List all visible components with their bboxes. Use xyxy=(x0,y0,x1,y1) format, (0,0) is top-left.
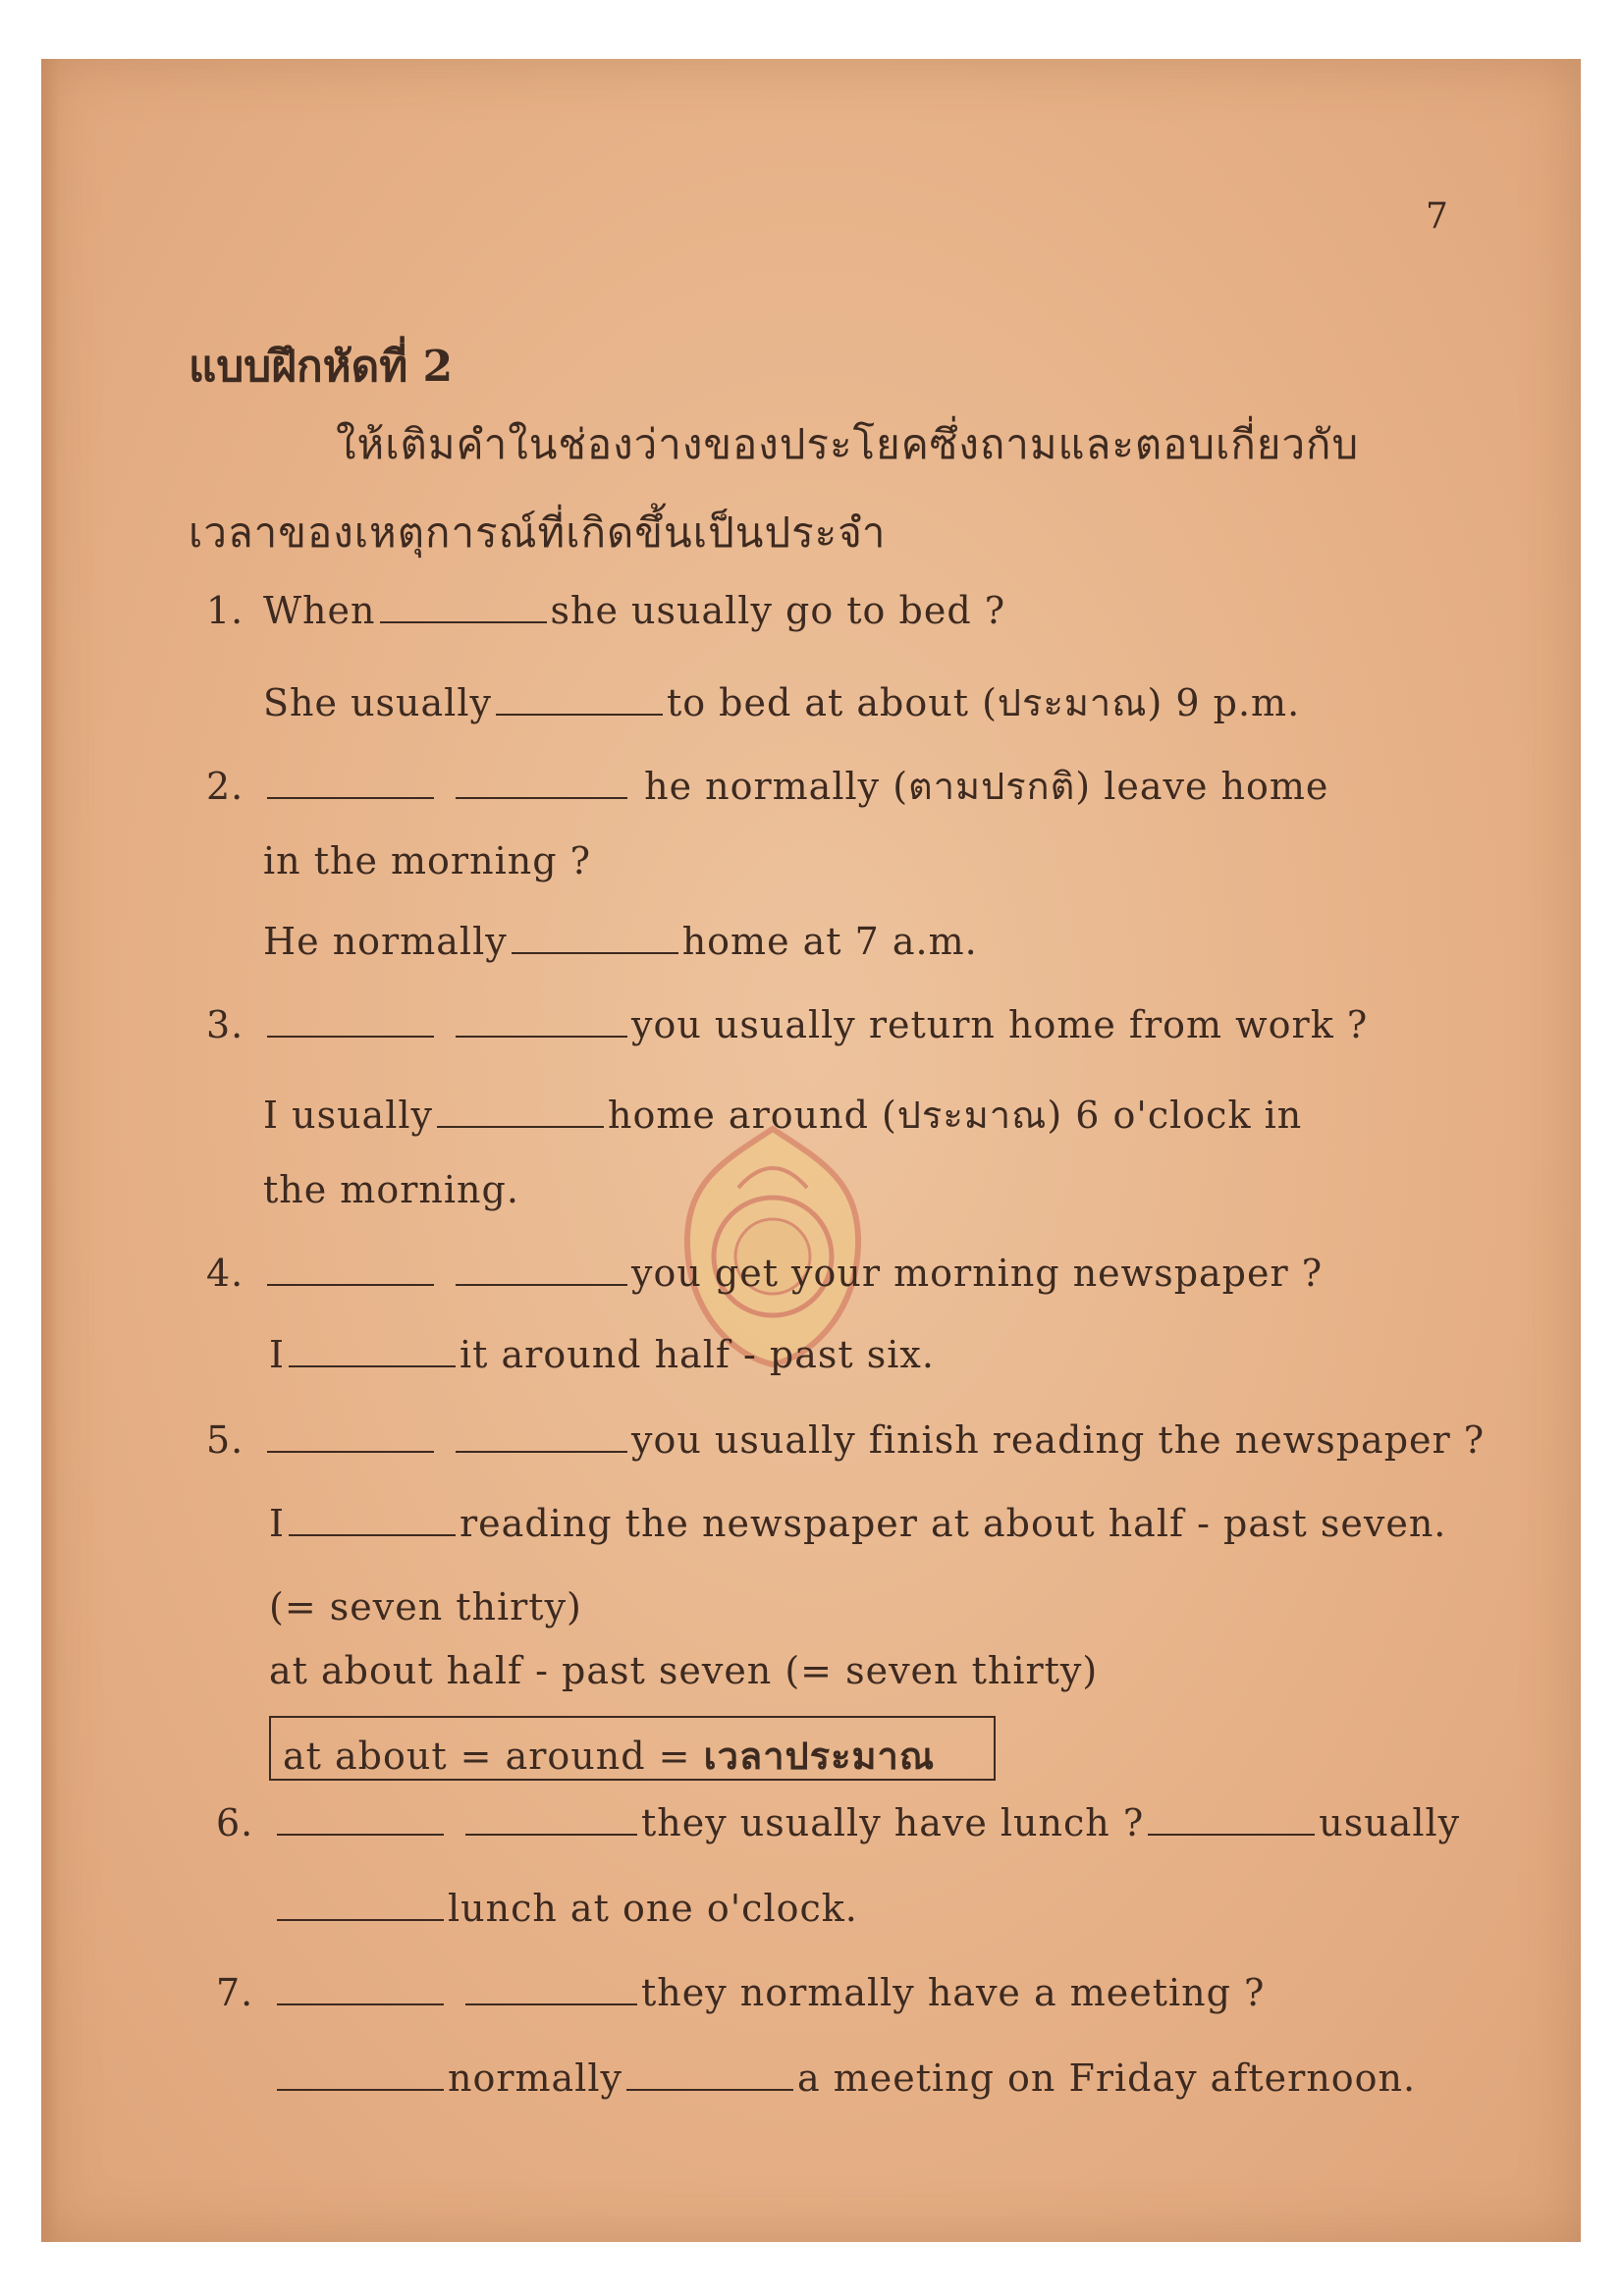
answer-blank[interactable] xyxy=(289,1509,456,1536)
answer-blank[interactable] xyxy=(456,1258,627,1286)
answer-blank[interactable] xyxy=(380,596,547,623)
answer-blank[interactable] xyxy=(277,1894,444,1921)
answer-blank[interactable] xyxy=(277,1978,444,2005)
answer-3-continued: the morning. xyxy=(263,1168,519,1211)
answer-blank[interactable] xyxy=(456,1010,627,1038)
answer-blank[interactable] xyxy=(437,1100,604,1128)
answer-blank[interactable] xyxy=(267,772,434,799)
answer-blank[interactable] xyxy=(267,1258,434,1286)
definition-box: at about = around = เวลาประมาณ xyxy=(269,1716,996,1781)
question-number: 2. xyxy=(206,765,244,808)
question-number: 1. xyxy=(206,589,244,632)
answer-blank[interactable] xyxy=(277,1808,444,1836)
question-7: 7. they normally have a meeting ? xyxy=(216,1971,1266,2014)
question-4: 4. you get your morning newspaper ? xyxy=(206,1252,1324,1295)
question-5: 5. you usually finish reading the newspaper ? xyxy=(206,1418,1486,1462)
answer-blank[interactable] xyxy=(267,1010,434,1038)
answer-blank[interactable] xyxy=(277,2063,444,2091)
question-number: 7. xyxy=(216,1971,254,2014)
answer-6: lunch at one o'clock. xyxy=(273,1887,858,1930)
answer-4: I it around half - past six. xyxy=(269,1333,935,1376)
page-binding-edge xyxy=(41,59,59,2242)
instruction-line-1: ให้เติมคำในช่องว่างของประโยคซึ่งถามและตอบเกี่ยวกับ xyxy=(336,420,1360,468)
page-number: 7 xyxy=(1426,196,1448,237)
answer-2: He normally home at 7 a.m. xyxy=(263,920,978,963)
answer-7: normally a meeting on Friday afternoon. xyxy=(273,2056,1416,2100)
question-6: 6. they usually have lunch ? usually xyxy=(216,1801,1461,1844)
answer-blank[interactable] xyxy=(456,1425,627,1453)
answer-5: I reading the newspaper at about half - past seven. xyxy=(269,1502,1447,1545)
exercise-heading: แบบฝึกหัดที่ 2 xyxy=(189,342,454,392)
answer-blank[interactable] xyxy=(1148,1808,1315,1836)
answer-blank[interactable] xyxy=(289,1340,456,1367)
answer-blank[interactable] xyxy=(512,927,678,954)
answer-blank[interactable] xyxy=(626,2063,793,2091)
answer-3: I usually home around (ประมาณ) 6 o'clock in xyxy=(263,1094,1303,1137)
question-number: 4. xyxy=(206,1252,244,1295)
question-2: 2. he normally (ตามปรกติ) leave home xyxy=(206,765,1329,808)
question-number: 6. xyxy=(216,1801,254,1844)
question-1: 1. When she usually go to bed ? xyxy=(206,589,1006,632)
answer-blank[interactable] xyxy=(496,688,663,716)
question-3: 3. you usually return home from work ? xyxy=(206,1003,1369,1046)
worksheet-page xyxy=(41,59,1581,2242)
question-number: 3. xyxy=(206,1003,244,1046)
answer-blank[interactable] xyxy=(267,1425,434,1453)
answer-blank[interactable] xyxy=(465,1808,637,1836)
answer-1: She usually to bed at about (ประมาณ) 9 p.m. xyxy=(263,681,1301,724)
note-line: at about half - past seven (= seven thirty) xyxy=(269,1649,1099,1692)
instruction-line-2: เวลาของเหตุการณ์ที่เกิดขึ้นเป็นประจำ xyxy=(189,508,887,557)
answer-5-continued: (= seven thirty) xyxy=(269,1585,582,1629)
question-number: 5. xyxy=(206,1418,244,1462)
question-2-continued: in the morning ? xyxy=(263,839,591,882)
answer-blank[interactable] xyxy=(456,772,627,799)
answer-blank[interactable] xyxy=(465,1978,637,2005)
